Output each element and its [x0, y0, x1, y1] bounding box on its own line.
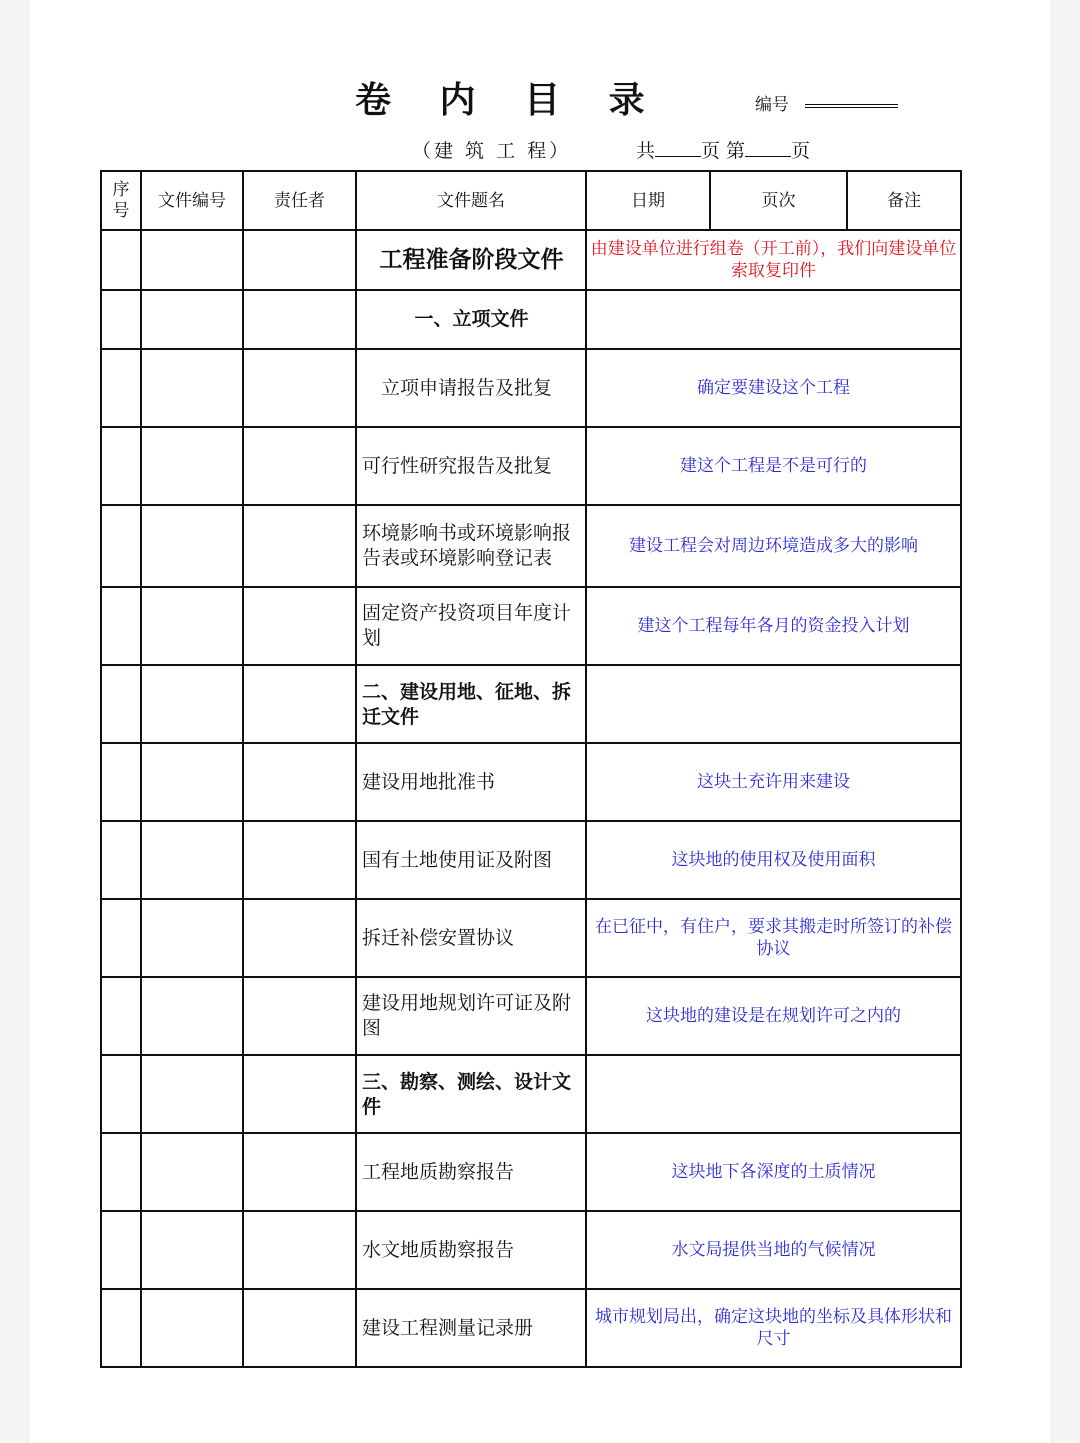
- code-underline: [805, 104, 898, 105]
- row-note: 建这个工程每年各月的资金投入计划: [586, 587, 961, 665]
- table-row: [101, 1289, 961, 1367]
- row-note: [586, 1055, 961, 1133]
- table-row: [101, 505, 961, 587]
- table-row: [101, 899, 961, 977]
- catalog-table: [100, 170, 962, 1368]
- row-note: 由建设单位进行组卷（开工前），我们向建设单位索取复印件: [586, 230, 961, 290]
- col-file-no: 文件编号: [141, 171, 243, 230]
- table-row: [101, 349, 961, 427]
- row-note: 这块地的建设是在规划许可之内的: [586, 977, 961, 1055]
- row-note: 建设工程会对周边环境造成多大的影响: [586, 505, 961, 587]
- row-title: 一、立项文件: [356, 290, 586, 349]
- row-note: 水文局提供当地的气候情况: [586, 1211, 961, 1289]
- row-title: 拆迁补偿安置协议: [356, 899, 586, 977]
- pages-suffix: 页: [791, 140, 811, 162]
- row-title: 工程地质勘察报告: [356, 1133, 586, 1211]
- pages-current-blank: [745, 140, 791, 157]
- page-edge-right: [1050, 0, 1080, 1443]
- pages-mid: 页 第: [701, 140, 746, 162]
- row-title: 建设工程测量记录册: [356, 1289, 586, 1367]
- row-title: 立项申请报告及批复: [356, 349, 586, 427]
- table-row: [101, 230, 961, 290]
- page-count: [636, 136, 810, 163]
- row-note: 这块地下各深度的土质情况: [586, 1133, 961, 1211]
- col-file-title: 文件题名: [356, 171, 586, 230]
- col-seq: 序号: [101, 171, 141, 230]
- row-title: 工程准备阶段文件: [356, 230, 586, 290]
- row-title: 国有土地使用证及附图: [356, 821, 586, 899]
- row-title: 二、建设用地、征地、拆迁文件: [356, 665, 586, 743]
- row-title: 固定资产投资项目年度计划: [356, 587, 586, 665]
- row-title: 可行性研究报告及批复: [356, 427, 586, 505]
- row-title: 环境影响书或环境影响报告表或环境影响登记表: [356, 505, 586, 587]
- table-row: [101, 290, 961, 349]
- subtitle: （建 筑 工 程）: [412, 140, 572, 162]
- col-remark: 备注: [847, 171, 961, 230]
- table-row: [101, 1211, 961, 1289]
- table-header-row: [101, 171, 961, 230]
- table-row: [101, 427, 961, 505]
- row-note: 这块土充许用来建设: [586, 743, 961, 821]
- code-underline-2: [805, 107, 898, 108]
- table-row: [101, 743, 961, 821]
- page-title: 卷 内 目 录: [355, 80, 663, 121]
- table-row: [101, 1055, 961, 1133]
- col-responsible: 责任者: [243, 171, 356, 230]
- row-note: [586, 665, 961, 743]
- code-label: 编号: [755, 95, 789, 115]
- table-row: [101, 587, 961, 665]
- table-row: [101, 1133, 961, 1211]
- row-note: 这块地的使用权及使用面积: [586, 821, 961, 899]
- pages-total-blank: [655, 140, 701, 157]
- pages-total-prefix: 共: [636, 140, 656, 162]
- row-title: 建设用地规划许可证及附图: [356, 977, 586, 1055]
- col-page: 页次: [710, 171, 847, 230]
- row-note: 在已征中，有住户，要求其搬走时所签订的补偿协议: [586, 899, 961, 977]
- row-note: 确定要建设这个工程: [586, 349, 961, 427]
- row-title: 建设用地批准书: [356, 743, 586, 821]
- row-title: 三、勘察、测绘、设计文件: [356, 1055, 586, 1133]
- row-title: 水文地质勘察报告: [356, 1211, 586, 1289]
- row-note: 建这个工程是不是可行的: [586, 427, 961, 505]
- table-row: [101, 977, 961, 1055]
- page-edge-left: [0, 0, 30, 1443]
- table-row: [101, 821, 961, 899]
- table-row: [101, 665, 961, 743]
- col-date: 日期: [586, 171, 710, 230]
- row-note: 城市规划局出，确定这块地的坐标及具体形状和尺寸: [586, 1289, 961, 1367]
- row-note: [586, 290, 961, 349]
